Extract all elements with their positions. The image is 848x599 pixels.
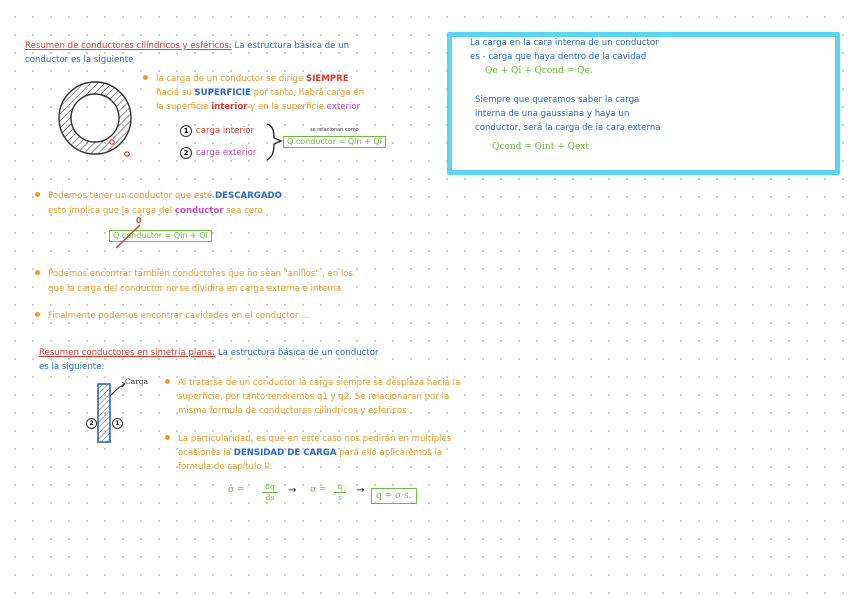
section1-heading [25,39,349,53]
section1-bullet1-line3: la superficie interior y en la superficie exterior [156,102,361,112]
section5-bullet2-line1: La particularidad, es que en este caso nos pedirán en múltiples [165,432,451,446]
plate-label: Carga [125,377,149,386]
section2-line2: esto implica que la carga del conductor sea cero [48,206,263,216]
bullet-icon [165,435,170,440]
section5-bullet2-line2: ocasiones la DENSIDAD DE CARGA para ello aplicaremos la [178,448,443,458]
section4-line1: Finalmente podemos encontrar cavidades en el conductor ... [35,309,309,323]
sigma-fraction-2: q s [334,482,346,503]
strike-arrow-icon [112,216,148,252]
density-result-box: q = σ·s. [371,488,417,504]
conductor-ring-diagram [55,76,135,162]
section1-bullet1-line2: hacia su SUPERFICIE por tanto, habrá carga en [156,88,365,98]
item-carga-exterior: 2 carga exterior [180,146,256,160]
bullet-icon [165,379,170,384]
sigma-fraction-1: dq ds [262,482,278,503]
callout-line4: interna de una gaussiana y haya un [475,109,630,119]
callout-line5: conductor, será la carga de la cara externa [475,123,661,133]
section1-bullet1-line1: la carga de un conductor se dirige SIEMPRE [143,72,349,86]
plate-right-marker: 1 [112,418,123,429]
callout-line1: La carga en la cara interna de un conductor [470,38,659,48]
section1-subtitle-2: conductor es la siguiente [25,55,134,65]
sigma-formula-2: σ = [310,485,327,495]
arrow-icon: → [288,485,297,496]
section2-line1: Podemos tener un conductor que esté DESCARGADO [35,189,282,203]
section1-title: Resumen de conductores cilíndricos y esféricos: [25,41,232,51]
bullet-icon [35,270,40,275]
plate-left-marker: 2 [86,418,97,429]
zero-marker: 0 [136,216,142,225]
callout-line3: Siempre que queramos saber la carga [475,95,640,105]
bullet-icon [35,312,40,317]
callout-line2: es - carga que haya dentro de la cavidad [470,52,647,62]
section5-title: Resumen conductores en simetría plana: [39,348,216,358]
item-carga-interior: 1 carga interior [180,124,254,138]
relation-formula-box: Q conductor = Qin + Qĩ [283,136,386,148]
bullet-icon [143,75,148,80]
section3-line2: que la carga del conductor no se dividirá en carga externa e interna [48,284,342,294]
section3-line1: Podemos encontrar también conductores que no sean "anillos" , en los [35,267,353,281]
number-2-icon: 2 [180,147,192,159]
section5-bullet1-line3: misma formula de conductores cilíndricos y esfericos [178,406,407,416]
arrow-icon: → [356,485,365,496]
callout-formula2: Qcond = Qint + Qext [492,142,589,152]
section5-subtitle-2: es la siguiente: [39,362,105,372]
sigma-formula-1: σ = [228,485,245,495]
relation-note: se relacionan como [310,127,359,133]
section5-bullet1-line1: Al tratarse de un conductor la carga siempre se desplaza hacia la [165,376,460,390]
section2-formula-box: Q conductor = Qin + Qĩ [109,230,212,242]
bullet-icon [35,192,40,197]
section1-subtitle: La estructura básica de un [234,41,350,51]
number-1-icon: 1 [180,125,192,137]
section5-heading [39,346,379,360]
section5-subtitle: La estructura básica de un conductor [217,348,379,358]
section5-bullet1-line2: superficie, por tanto tendremos q1 y q2. Se relacionaran por la [178,392,450,402]
section5-bullet2-line3: formula de capítulo II: [178,462,273,472]
callout-formula1: Qe + Qĩ + Qcond = Qe. [485,66,593,76]
